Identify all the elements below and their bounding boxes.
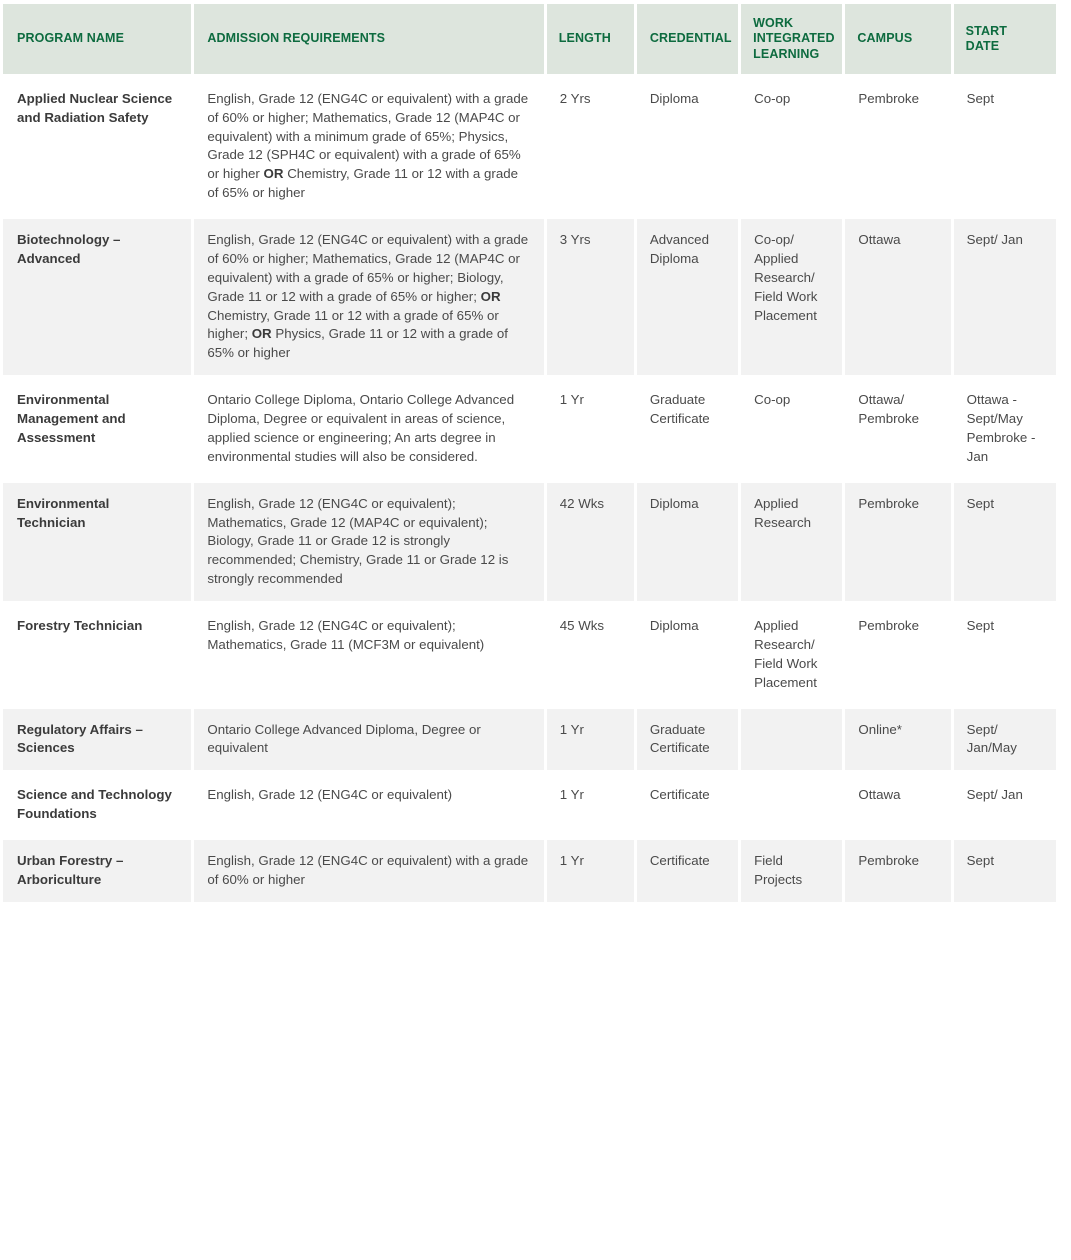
cell-credential: Diploma xyxy=(637,78,738,215)
cell-work-integrated-learning: Field Projects xyxy=(741,840,842,902)
cell-start-date: Sept/ Jan xyxy=(954,774,1056,836)
cell-work-integrated-learning xyxy=(741,709,842,771)
cell-program-name: Environmental Management and Assessment xyxy=(3,379,191,479)
cell-campus: Ottawa xyxy=(845,219,950,375)
cell-start-date: Ottawa - Sept/May Pembroke - Jan xyxy=(954,379,1056,479)
table-row xyxy=(3,78,1056,215)
cell-admission-requirements: Ontario College Advanced Diploma, Degree or equivalent xyxy=(194,709,543,771)
cell-admission-requirements: English, Grade 12 (ENG4C or equivalent) with a grade of 60% or higher xyxy=(194,840,543,902)
cell-work-integrated-learning: Co-op xyxy=(741,379,842,479)
cell-work-integrated-learning xyxy=(741,774,842,836)
cell-program-name: Urban Forestry – Arboriculture xyxy=(3,840,191,902)
cell-work-integrated-learning: Applied Research/ Field Work Placement xyxy=(741,605,842,705)
cell-length: 1 Yr xyxy=(547,840,634,902)
cell-start-date: Sept xyxy=(954,840,1056,902)
column-header-campus: CAMPUS xyxy=(845,4,950,74)
cell-work-integrated-learning: Applied Research xyxy=(741,483,842,601)
cell-length: 45 Wks xyxy=(547,605,634,705)
cell-work-integrated-learning: Co-op/ Applied Research/ Field Work Placement xyxy=(741,219,842,375)
cell-admission-requirements: English, Grade 12 (ENG4C or equivalent) with a grade of 60% or higher; Mathematics, Grade 12 (MAP4C or equivalent) with a grade of 65% or higher; Biology, Grade 11 or 12 with a grade of 65% or higher; OR Chemistry, Grade 11 or 12 with a grade of 65% or higher; OR Physics, Grade 11 or 12 with a grade of 65% or higher xyxy=(194,219,543,375)
cell-campus: Ottawa xyxy=(845,774,950,836)
cell-length: 1 Yr xyxy=(547,709,634,771)
table-row xyxy=(3,483,1056,601)
column-header-length: LENGTH xyxy=(547,4,634,74)
cell-program-name: Science and Technology Foundations xyxy=(3,774,191,836)
cell-admission-requirements: Ontario College Diploma, Ontario College Advanced Diploma, Degree or equivalent in areas of science, applied science or engineering; An arts degree in environmental studies will also be considered. xyxy=(194,379,543,479)
column-header-start-date: START DATE xyxy=(954,4,1056,74)
cell-start-date: Sept/ Jan xyxy=(954,219,1056,375)
cell-credential: Graduate Certificate xyxy=(637,379,738,479)
table-header xyxy=(3,4,1056,74)
table-row xyxy=(3,774,1056,836)
cell-campus: Ottawa/ Pembroke xyxy=(845,379,950,479)
cell-admission-requirements: English, Grade 12 (ENG4C or equivalent); Mathematics, Grade 12 (MAP4C or equivalent); Biology, Grade 11 or Grade 12 is strongly recommended; Chemistry, Grade 11 or Grade 12 is strongly recommended xyxy=(194,483,543,601)
cell-length: 1 Yr xyxy=(547,774,634,836)
cell-start-date: Sept/ Jan/May xyxy=(954,709,1056,771)
cell-credential: Certificate xyxy=(637,774,738,836)
cell-credential: Diploma xyxy=(637,605,738,705)
cell-start-date: Sept xyxy=(954,78,1056,215)
cell-campus: Online* xyxy=(845,709,950,771)
cell-length: 42 Wks xyxy=(547,483,634,601)
table-row xyxy=(3,379,1056,479)
cell-campus: Pembroke xyxy=(845,78,950,215)
cell-work-integrated-learning: Co-op xyxy=(741,78,842,215)
cell-start-date: Sept xyxy=(954,483,1056,601)
cell-program-name: Applied Nuclear Science and Radiation Safety xyxy=(3,78,191,215)
table-row xyxy=(3,219,1056,375)
cell-admission-requirements: English, Grade 12 (ENG4C or equivalent) with a grade of 60% or higher; Mathematics, Grade 12 (MAP4C or equivalent) with a minimum grade of 65%; Physics, Grade 12 (SPH4C or equivalent) with a grade of 65% or higher OR Chemistry, Grade 11 or 12 with a grade of 65% or higher xyxy=(194,78,543,215)
table-row xyxy=(3,709,1056,771)
cell-program-name: Environmental Technician xyxy=(3,483,191,601)
cell-program-name: Forestry Technician xyxy=(3,605,191,705)
table-body xyxy=(3,78,1056,902)
cell-credential: Graduate Certificate xyxy=(637,709,738,771)
cell-credential: Diploma xyxy=(637,483,738,601)
column-header-work-integrated-learning: WORK INTEGRATED LEARNING xyxy=(741,4,842,74)
cell-credential: Certificate xyxy=(637,840,738,902)
table-row xyxy=(3,605,1056,705)
cell-campus: Pembroke xyxy=(845,483,950,601)
column-header-credential: CREDENTIAL xyxy=(637,4,738,74)
page-whitespace xyxy=(0,906,1071,1246)
cell-length: 2 Yrs xyxy=(547,78,634,215)
column-header-program-name: PROGRAM NAME xyxy=(3,4,191,74)
cell-campus: Pembroke xyxy=(845,840,950,902)
cell-admission-requirements: English, Grade 12 (ENG4C or equivalent); Mathematics, Grade 11 (MCF3M or equivalent) xyxy=(194,605,543,705)
table-row xyxy=(3,840,1056,902)
cell-program-name: Regulatory Affairs – Sciences xyxy=(3,709,191,771)
cell-credential: Advanced Diploma xyxy=(637,219,738,375)
cell-campus: Pembroke xyxy=(845,605,950,705)
cell-start-date: Sept xyxy=(954,605,1056,705)
cell-length: 3 Yrs xyxy=(547,219,634,375)
table-header-row xyxy=(3,4,1056,74)
cell-admission-requirements: English, Grade 12 (ENG4C or equivalent) xyxy=(194,774,543,836)
cell-program-name: Biotechnology – Advanced xyxy=(3,219,191,375)
cell-length: 1 Yr xyxy=(547,379,634,479)
column-header-admission-requirements: ADMISSION REQUIREMENTS xyxy=(194,4,543,74)
